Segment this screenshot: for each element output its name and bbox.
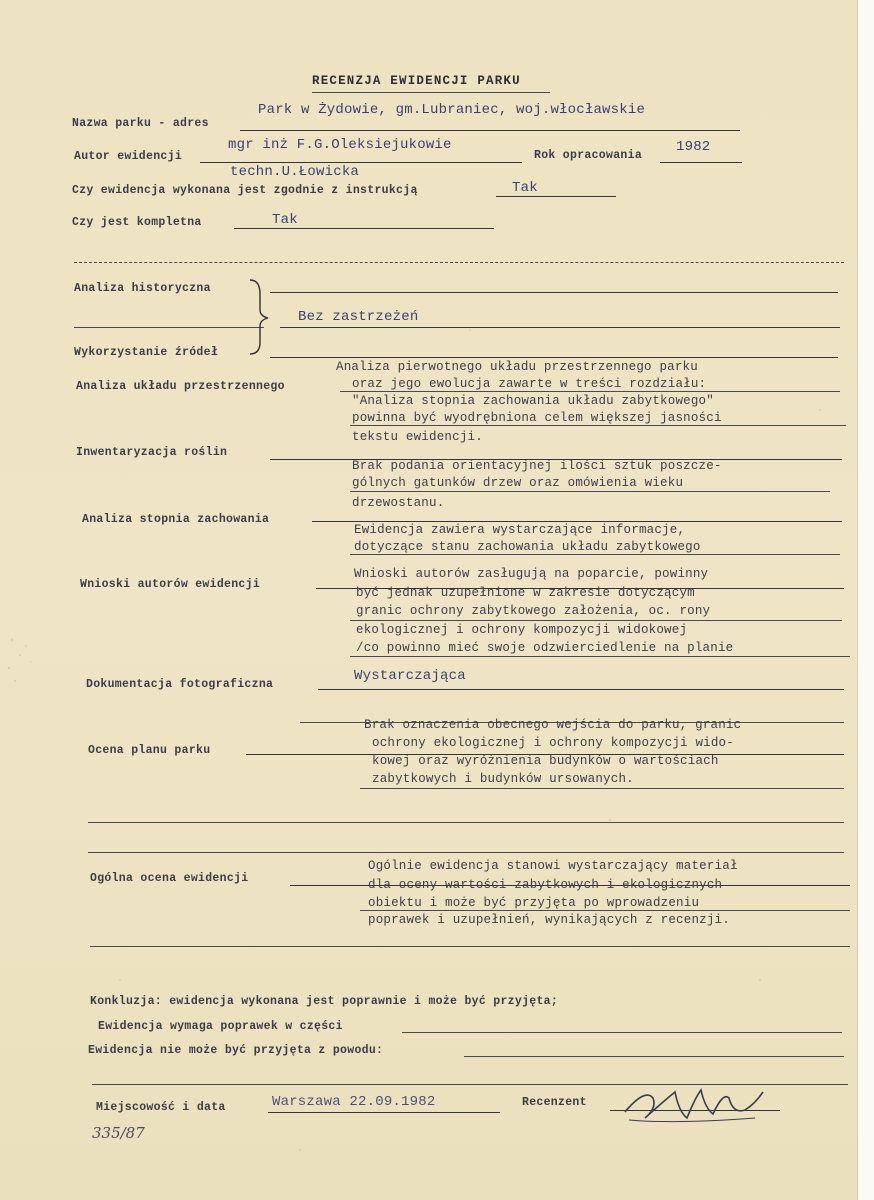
- spatial-text-5: tekstu ewidencji.: [352, 430, 483, 444]
- history-line-2: [74, 327, 264, 328]
- plan-label: Ocena planu parku: [88, 744, 211, 757]
- state-text-2: dotyczące stanu zachowania układu zabytkowego: [354, 540, 701, 554]
- year-line: [660, 162, 742, 163]
- separator-line: [74, 262, 844, 263]
- plan-text-3: kowej oraz wyróżnienia budynków o wartościach: [372, 754, 719, 768]
- state-line: [312, 521, 842, 522]
- history-value-line: [280, 327, 840, 328]
- plants-text-1: Brak podania orientacyjnej ilości sztuk poszcze-: [352, 459, 722, 473]
- conclusions-text-5: /co powinno mieć swoje odzwierciedlenie na planie: [356, 641, 734, 655]
- general-label: Ogólna ocena ewidencji: [90, 872, 249, 885]
- scan-edge: [857, 0, 874, 1200]
- plan-line-3: [88, 822, 844, 823]
- general-text-3: obiektu i może być przyjęta po wprowadzeniu: [368, 896, 700, 910]
- spatial-text-2: oraz jego ewolucja zawarte w treści rozdziału:: [352, 377, 707, 391]
- conclusion-line-3: Ewidencja nie może być przyjęta z powodu:: [88, 1044, 384, 1057]
- photo-line: [318, 689, 844, 690]
- document-title: RECENZJA EWIDENCJI PARKU: [312, 74, 521, 88]
- plants-label: Inwentaryzacja roślin: [76, 446, 228, 459]
- spatial-label: Analiza układu przestrzennego: [76, 380, 285, 393]
- plan-text-2: ochrony ekologicznej i ochrony kompozycji wido-: [372, 736, 734, 750]
- plants-text-2: gólnych gatunków drzew oraz omówienia wieku: [352, 476, 684, 490]
- place-date-label: Miejscowość i data: [96, 1101, 226, 1114]
- year-label: Rok opracowania: [534, 149, 643, 162]
- general-text-1: Ogólnie ewidencja stanowi wystarczający materiał: [368, 859, 738, 873]
- author-line: [200, 162, 522, 163]
- conclusions-text-2: być jednak uzupełnione w zakresie dotyczącym: [356, 586, 695, 600]
- conclusions-text-3: granic ochrony zabytkowego założenia, oc. rony: [356, 604, 711, 618]
- conclusions-line-3: [350, 656, 850, 657]
- plan-line-4: [88, 852, 844, 853]
- reviewer-label: Recenzent: [522, 1096, 587, 1109]
- conclusions-label: Wnioski autorów ewidencji: [80, 578, 261, 591]
- archive-number: 335/87: [92, 1124, 145, 1142]
- general-line-2: [360, 910, 850, 911]
- place-date-line: [268, 1112, 500, 1113]
- park-name-line: [240, 130, 740, 131]
- place-date-value: Warszawa 22.09.1982: [272, 1094, 436, 1110]
- conclusion-line-2-rule: [402, 1032, 842, 1033]
- history-value: Bez zastrzeżeń: [298, 309, 419, 325]
- spatial-line-1: [340, 391, 840, 392]
- signature-icon: [605, 1078, 775, 1134]
- plan-line-2: [360, 788, 844, 789]
- complete-label: Czy jest kompletna: [72, 216, 202, 229]
- photo-value: Wystarczająca: [354, 668, 466, 684]
- plan-text-1: Brak oznaczenia obecnego wejścia do parku, granic: [364, 718, 742, 732]
- spatial-text-4: powinna być wyodrębniona celem większej jasności: [352, 411, 722, 425]
- author-value-2: techn.U.Łowicka: [230, 164, 360, 180]
- spatial-line-2: [350, 425, 846, 426]
- conclusions-line-2: [350, 620, 842, 621]
- instruction-label: Czy ewidencja wykonana jest zgodnie z instrukcją: [72, 184, 418, 197]
- general-line-3: [90, 946, 850, 947]
- history-label: Analiza historyczna: [74, 282, 211, 295]
- spatial-text-1: Analiza pierwotnego układu przestrzennego parku: [336, 360, 698, 374]
- plants-line-2: [350, 491, 830, 492]
- year-value: 1982: [676, 139, 711, 155]
- photo-label: Dokumentacja fotograficzna: [86, 678, 274, 691]
- state-label: Analiza stopnia zachowania: [82, 513, 270, 526]
- complete-value: Tak: [272, 212, 298, 228]
- plants-text-3: drzewostanu.: [352, 496, 445, 510]
- park-name-value: Park w Żydowie, gm.Lubraniec, woj.włocławskie: [258, 102, 646, 118]
- general-text-2: dla oceny wartości zabytkowych i ekologicznych: [368, 878, 723, 892]
- conclusions-text-1: Wnioski autorów zasługują na poparcie, powinny: [354, 567, 709, 581]
- brace-icon: [246, 276, 272, 358]
- author-value-1: mgr inż F.G.Oleksiejukowie: [228, 137, 452, 153]
- plan-text-4: zabytkowych i budynków ursowanych.: [372, 772, 634, 786]
- author-label: Autor ewidencji: [74, 150, 183, 163]
- state-text-1: Ewidencja zawiera wystarczające informacje,: [354, 523, 686, 537]
- instruction-line: [496, 196, 616, 197]
- park-name-label: Nazwa parku - adres: [72, 117, 209, 130]
- history-line: [270, 292, 838, 293]
- instruction-value: Tak: [512, 180, 538, 196]
- title-underline: [312, 92, 550, 93]
- sources-label: Wykorzystanie źródeł: [74, 346, 219, 359]
- conclusion-line-3-rule: [464, 1056, 844, 1057]
- conclusions-text-4: ekologicznej i ochrony kompozycji widokowej: [356, 623, 688, 637]
- state-line-2: [350, 554, 840, 555]
- spatial-text-3: "Analiza stopnia zachowania układu zabytkowego": [352, 394, 714, 408]
- conclusion-line-1: Konkluzja: ewidencja wykonana jest poprawnie i może być przyjęta;: [90, 995, 559, 1008]
- general-text-4: poprawek i uzupełnień, wynikających z recenzji.: [368, 913, 730, 927]
- conclusion-line-2: Ewidencja wymaga poprawek w części: [98, 1020, 343, 1033]
- sources-line: [270, 357, 838, 358]
- complete-line: [234, 228, 494, 229]
